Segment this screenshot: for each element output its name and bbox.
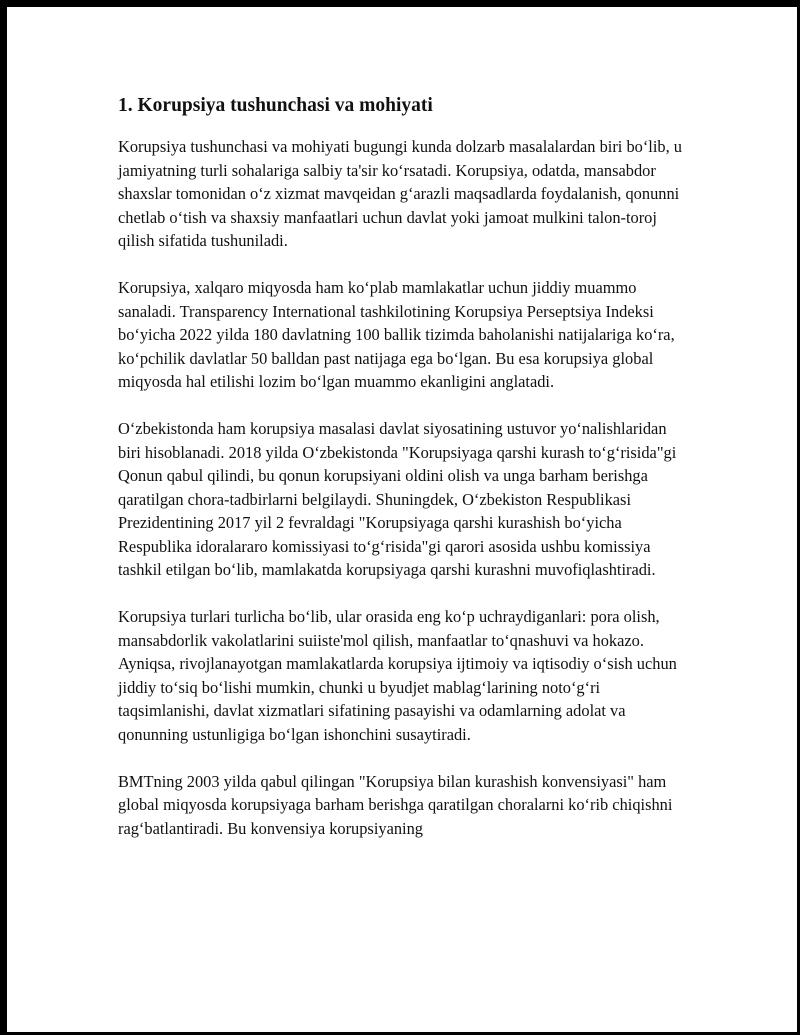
paragraph-5: BMTning 2003 yilda qabul qilingan "Korupsiya bilan kurashish konvensiyasi" ham global miqyosda korupsiyaga barham berishga qaratilgan choralarni ko‘rib chiqishni rag‘batlantiradi. Bu konvensiya korupsiyaning <box>118 771 673 838</box>
paragraph-4: Korupsiya turlari turlicha bo‘lib, ular orasida eng ko‘p uchraydiganlari: pora olish, mansabdorlik vakolatlarini suiiste'mol qilish, manfaatlar to‘qnashuvi va hokazo. Ayniqsa, rivojlanayotgan mamlakatlarda korupsiya ijtimoiy va iqtisodiy o‘sish uchun jiddiy to‘siq bo‘lishi mumkin, chunki u byudjet mablag‘larining noto‘g‘ri taqsimlanishi, davlat xizmatlari sifatining pasayishi va odamlarning adolat va qonunning ustunligiga bo‘lgan ishonchini susaytiradi. <box>118 607 677 744</box>
paragraph-1: Korupsiya tushunchasi va mohiyati bugungi kunda dolzarb masalalardan biri bo‘lib, u jamiyatning turli sohalariga salbiy ta'sir ko‘rsatadi. Korupsiya, odatda, mansabdor shaxslar tomonidan o‘z xizmat mavqeidan g‘arazli maqsadlarda foydalanish, qonunni chetlab o‘tish va shaxsiy manfaatlari uchun davlat yoki jamoat mulkini talon-toroj qilish sifatida tushuniladi. <box>118 137 682 250</box>
section-heading: 1. Korupsiya tushunchasi va mohiyati <box>118 95 433 116</box>
paragraph-2: Korupsiya, xalqaro miqyosda ham ko‘plab mamlakatlar uchun jiddiy muammo sanaladi. Transparency International tashkilotining Korupsiya Perseptsiya Indeksi bo‘yicha 2022 yilda 180 davlatning 100 ballik tizimda baholanishi natijalariga ko‘ra, ko‘pchilik davlatlar 50 balldan past natijaga ega bo‘lgan. Bu esa korupsiya global miqyosda hal etilishi lozim bo‘lgan muammo ekanligini anglatadi. <box>118 278 675 391</box>
document-body <box>118 92 693 864</box>
paragraph-3: O‘zbekistonda ham korupsiya masalasi davlat siyosatining ustuvor yo‘nalishlaridan biri hisoblanadi. 2018 yilda O‘zbekistonda "Korupsiyaga qarshi kurash to‘g‘risida"gi Qonun qabul qilindi, bu qonun korupsiyani oldini olish va unga barham berishga qaratilgan chora-tadbirlarni belgilaydi. Shuningdek, O‘zbekiston Respublikasi Prezidentining 2017 yil 2 fevraldagi "Korupsiyaga qarshi kurashish bo‘yicha Respublika idoralararo komissiyasi to‘g‘risida"gi qarori asosida ushbu komissiya tashkil etilgan bo‘lib, mamlakatda korupsiyaga qarshi kurashni muvofiqlashtiradi. <box>118 419 677 579</box>
